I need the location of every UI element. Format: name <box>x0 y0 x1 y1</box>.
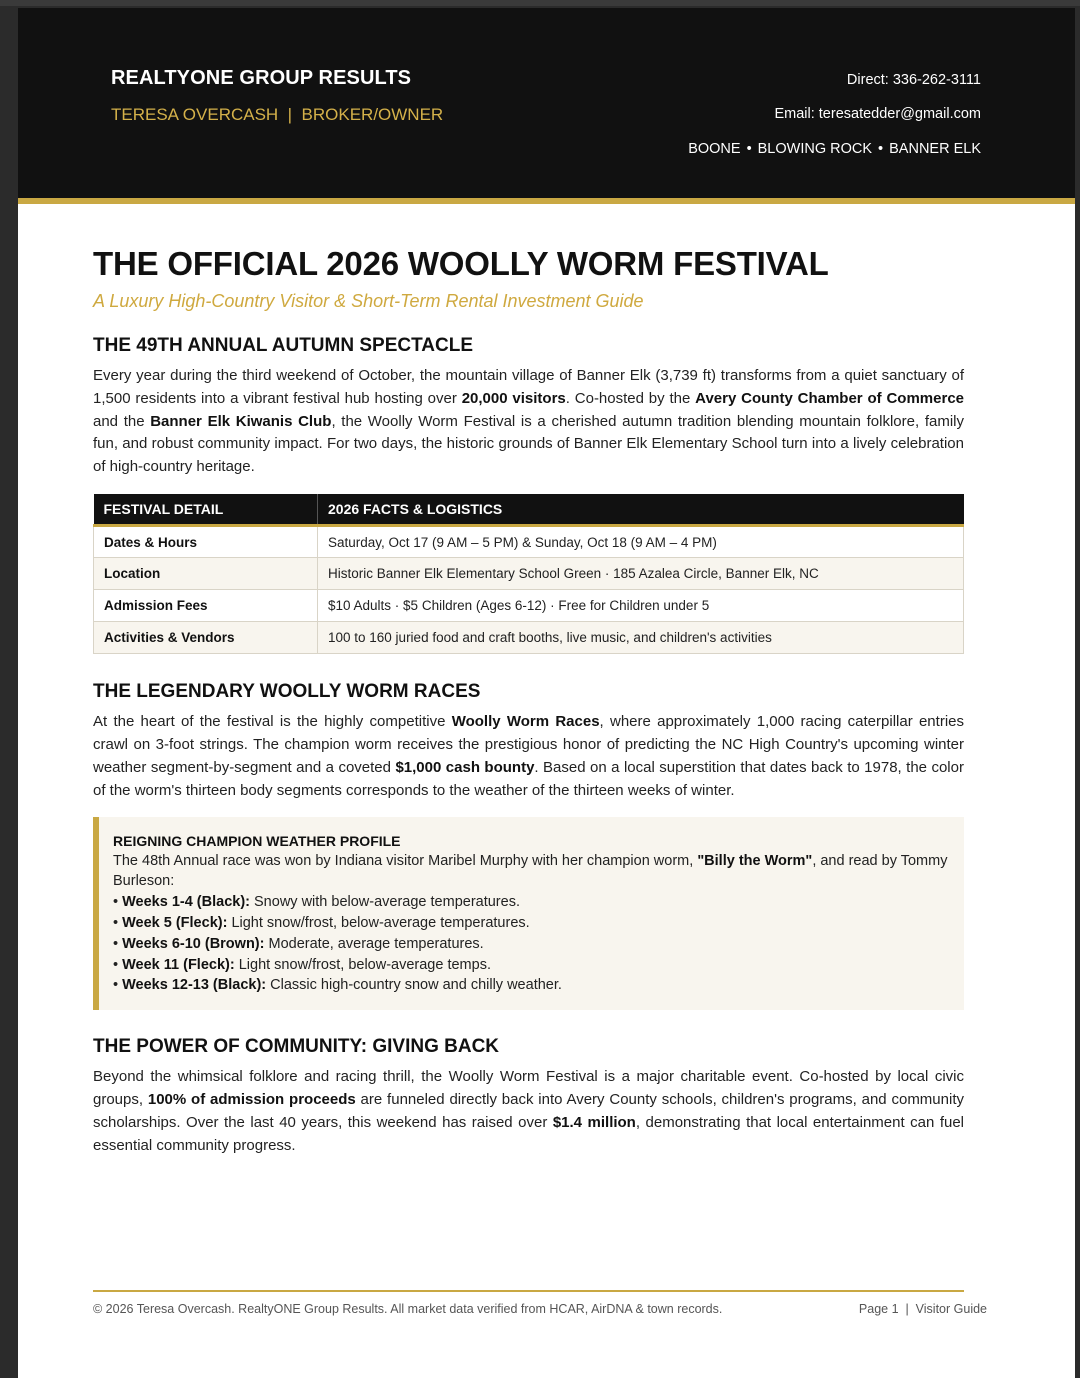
list-item: • Week 11 (Fleck): Light snow/frost, below-average temps. <box>113 956 491 973</box>
section-heading-spectacle: THE 49TH ANNUAL AUTUMN SPECTACLE <box>93 335 474 356</box>
service-towns <box>688 141 981 157</box>
weather-forecast-list <box>113 892 948 996</box>
column-header-facts: 2026 FACTS & LOGISTICS <box>318 494 964 526</box>
header-accent-bar <box>18 198 1075 204</box>
list-item: • Week 5 (Fleck): Light snow/frost, below-average temperatures. <box>113 915 530 932</box>
table-header-row <box>94 494 964 526</box>
section-paragraph-races: At the heart of the festival is the highly competitive Woolly Worm Races, where approximately 1,000 racing caterpillar entries crawl on 3-foot strings. The champion worm receives the prestigious honor of predicting the NC High Country's upcoming winter weather segment-by-segment and a coveted $1,000 cash bounty. Based on a local superstition that dates back to 1978, the color of the worm's thirteen body segments corresponds to the weather of the thirteen weeks of winter. <box>93 713 964 799</box>
list-item: • Weeks 1-4 (Black): Snowy with below-average temperatures. <box>113 894 520 911</box>
table-row <box>94 622 964 654</box>
row-value-activities: 100 to 160 juried food and craft booths, live music, and children's activities <box>318 622 964 654</box>
row-label-admission: Admission Fees <box>94 590 318 622</box>
callout-intro: The 48th Annual race was won by Indiana visitor Maribel Murphy with her champion worm, "Billy the Worm", and read by Tommy Burleson: <box>113 852 948 890</box>
bullet-separator: • <box>746 141 752 157</box>
footer-divider <box>93 1290 964 1292</box>
page-header <box>18 8 1075 198</box>
section-paragraph-spectacle: Every year during the third weekend of October, the mountain village of Banner Elk (3,739 ft) transforms from a quiet sanctuary of 1,500 residents into a vibrant festival hub hosting over 20,000 visitors. Co-hosted by the Avery County Chamber of Commerce and the Banner Elk Kiwanis Club, the Woolly Worm Festival is a cherished autumn tradition blending mountain folklore, family fun, and robust community impact. For two days, the historic grounds of Banner Elk Elementary School turn into a lively celebration of high-country heritage. <box>93 367 965 476</box>
table-row <box>94 590 964 622</box>
direct-phone: Direct: 336-262-3111 <box>846 72 981 88</box>
page-subtitle: A Luxury High-Country Visitor & Short-Term Rental Investment Guide <box>93 291 644 311</box>
town-banner-elk: BANNER ELK <box>889 141 981 157</box>
callout-title: REIGNING CHAMPION WEATHER PROFILE <box>113 832 401 849</box>
broker-title: TERESA OVERCASH | BROKER/OWNER <box>111 105 444 124</box>
list-item: • Weeks 12-13 (Black): Classic high-country snow and chilly weather. <box>113 977 562 994</box>
town-boone: BOONE <box>688 141 741 157</box>
main-content <box>93 244 964 1157</box>
window-top-strip <box>0 0 1080 6</box>
champion-callout-box <box>93 817 964 1011</box>
festival-facts-table <box>93 494 964 655</box>
row-label-dates: Dates & Hours <box>94 526 318 558</box>
table-row <box>94 558 964 590</box>
town-blowing-rock: BLOWING ROCK <box>757 141 873 157</box>
list-item: • Weeks 6-10 (Brown): Moderate, average temperatures. <box>113 935 484 952</box>
row-value-admission: $10 Adults · $5 Children (Ages 6-12) · Free for Children under 5 <box>318 590 964 622</box>
column-header-detail: FESTIVAL DETAIL <box>94 494 318 526</box>
section-heading-races: THE LEGENDARY WOOLLY WORM RACES <box>93 681 481 703</box>
footer-copyright: © 2026 Teresa Overcash. RealtyONE Group Results. All market data verified from HCAR, AirDNA & town records. <box>93 1302 723 1316</box>
brand-name: REALTYONE GROUP RESULTS <box>111 67 412 89</box>
row-value-location: Historic Banner Elk Elementary School Green · 185 Azalea Circle, Banner Elk, NC <box>318 558 964 590</box>
bullet-separator: • <box>878 141 884 157</box>
footer-page-number: Page 1 | Visitor Guide <box>858 1302 987 1316</box>
page-title: THE OFFICIAL 2026 WOOLLY WORM FESTIVAL <box>93 245 829 282</box>
section-paragraph-community: Beyond the whimsical folklore and racing thrill, the Woolly Worm Festival is a major charitable event. Co-hosted by local civic groups, 100% of admission proceeds are funneled directly back into Avery County schools, children's programs, and community scholarships. Over the last 40 years, this weekend has raised over $1.4 million, demonstrating that local entertainment can fuel essential community progress. <box>93 1068 965 1154</box>
table-row <box>94 526 964 558</box>
row-value-dates: Saturday, Oct 17 (9 AM – 5 PM) & Sunday, Oct 18 (9 AM – 4 PM) <box>318 526 964 558</box>
row-label-location: Location <box>94 558 318 590</box>
contact-email: Email: teresatedder@gmail.com <box>774 106 981 122</box>
section-heading-community: THE POWER OF COMMUNITY: GIVING BACK <box>93 1036 500 1058</box>
row-label-activities: Activities & Vendors <box>94 622 318 654</box>
